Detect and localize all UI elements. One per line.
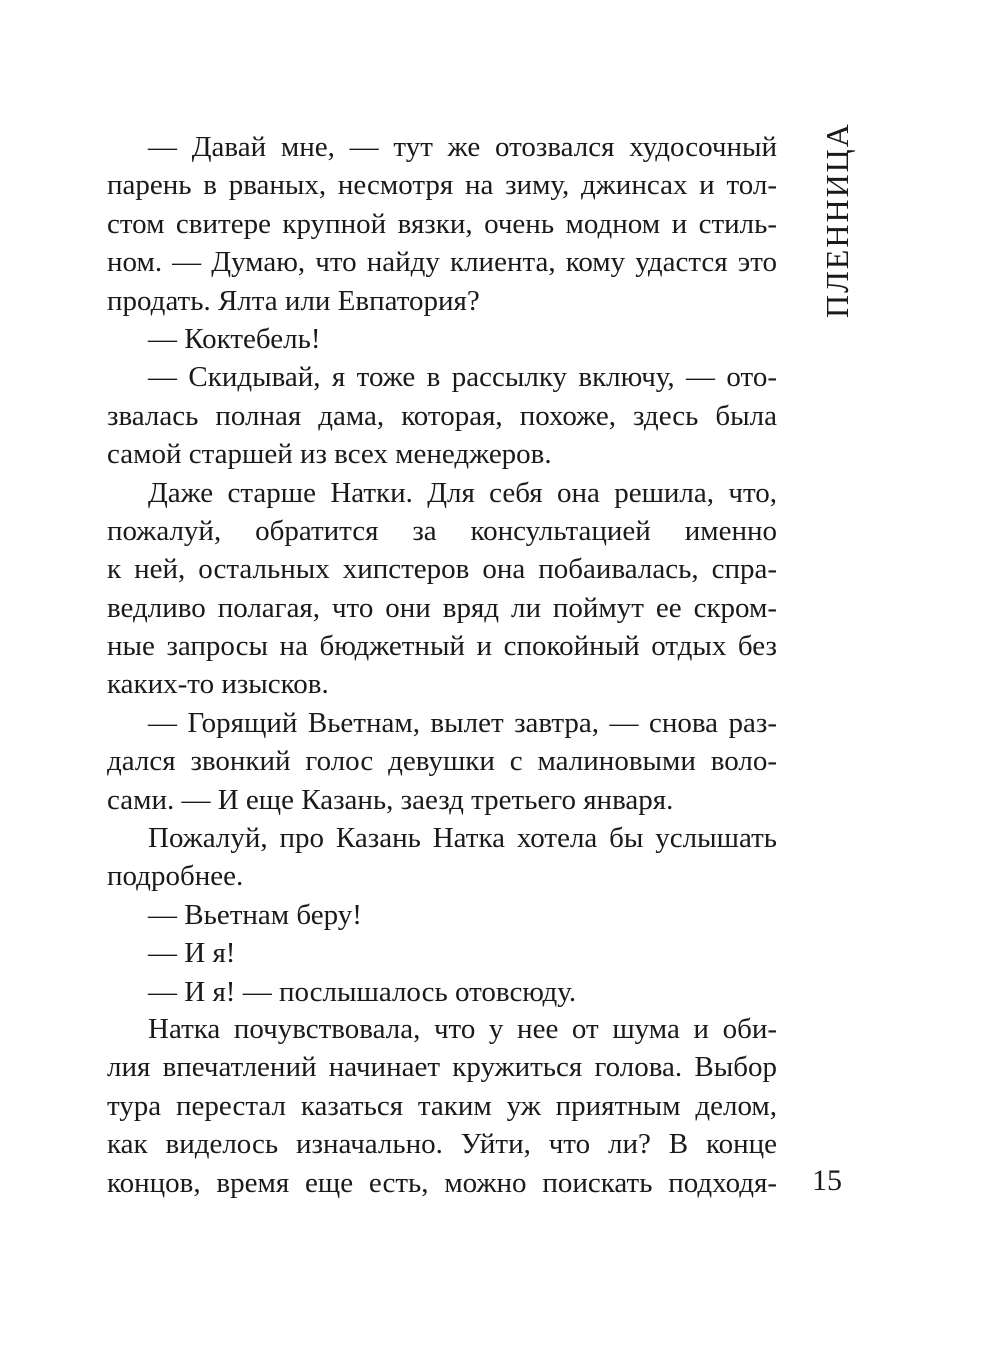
text-line: продать. Ялта или Евпатория? <box>107 284 480 317</box>
text-line: ведливо полагая, что они вряд ли поймут ее скром- <box>107 591 777 624</box>
text-line: Пожалуй, про Казань Натка хотела бы услышать <box>148 822 777 855</box>
text-line: пожалуй, обратится за консультацией именно <box>107 514 777 547</box>
text-line: — Вьетнам беру! <box>148 898 362 931</box>
text-line: — Скидывай, я тоже в рассылку включу, — ото- <box>148 361 777 394</box>
text-line: Натка почувствовала, что у нее от шума и оби- <box>148 1013 777 1045</box>
text-block-main <box>107 128 777 1011</box>
text-line: — Коктебель! <box>148 322 321 355</box>
text-line: каких-то изысков. <box>107 668 329 701</box>
text-line: дался звонкий голос девушки с малиновыми воло- <box>107 745 777 778</box>
text-line: подробнее. <box>107 860 244 893</box>
text-line: концов, время еще есть, можно поискать подходя- <box>107 1166 777 1199</box>
text-line: звалась полная дама, которая, похоже, здесь была <box>107 399 777 432</box>
text-line: стом свитере крупной вязки, очень модном и стиль- <box>107 207 777 240</box>
text-line: к ней, остальных хипстеров она побаивалась, спра- <box>107 553 777 586</box>
text-line: самой старшей из всех менеджеров. <box>107 438 552 471</box>
text-line: — И я! — послышалось отовсюду. <box>148 975 577 1008</box>
text-block-continuation <box>107 1010 777 1202</box>
text-line: ном. — Думаю, что найду клиента, кому удастся это <box>107 246 777 279</box>
running-head: ПЛЕННИЦА <box>819 122 855 318</box>
text-line: — И я! <box>148 937 236 970</box>
text-line: как виделось изначально. Уйти, что ли? В конце <box>107 1128 777 1161</box>
text-line: — Давай мне, — тут же отозвался худосочный <box>148 131 777 163</box>
text-line: парень в рваных, несмотря на зиму, джинсах и тол- <box>107 169 777 202</box>
text-line: ные запросы на бюджетный и спокойный отдых без <box>107 630 777 663</box>
page-number: 15 <box>812 1164 842 1197</box>
text-line: сами. — И еще Казань, заезд третьего января. <box>107 783 674 816</box>
text-line: лия впечатлений начинает кружиться голова. Выбор <box>107 1051 777 1084</box>
text-line: тура перестал казаться таким уж приятным делом, <box>107 1089 777 1122</box>
text-line: Даже старше Натки. Для себя она решила, что, <box>148 476 777 509</box>
text-line: — Горящий Вьетнам, вылет завтра, — снова раз- <box>148 706 777 739</box>
